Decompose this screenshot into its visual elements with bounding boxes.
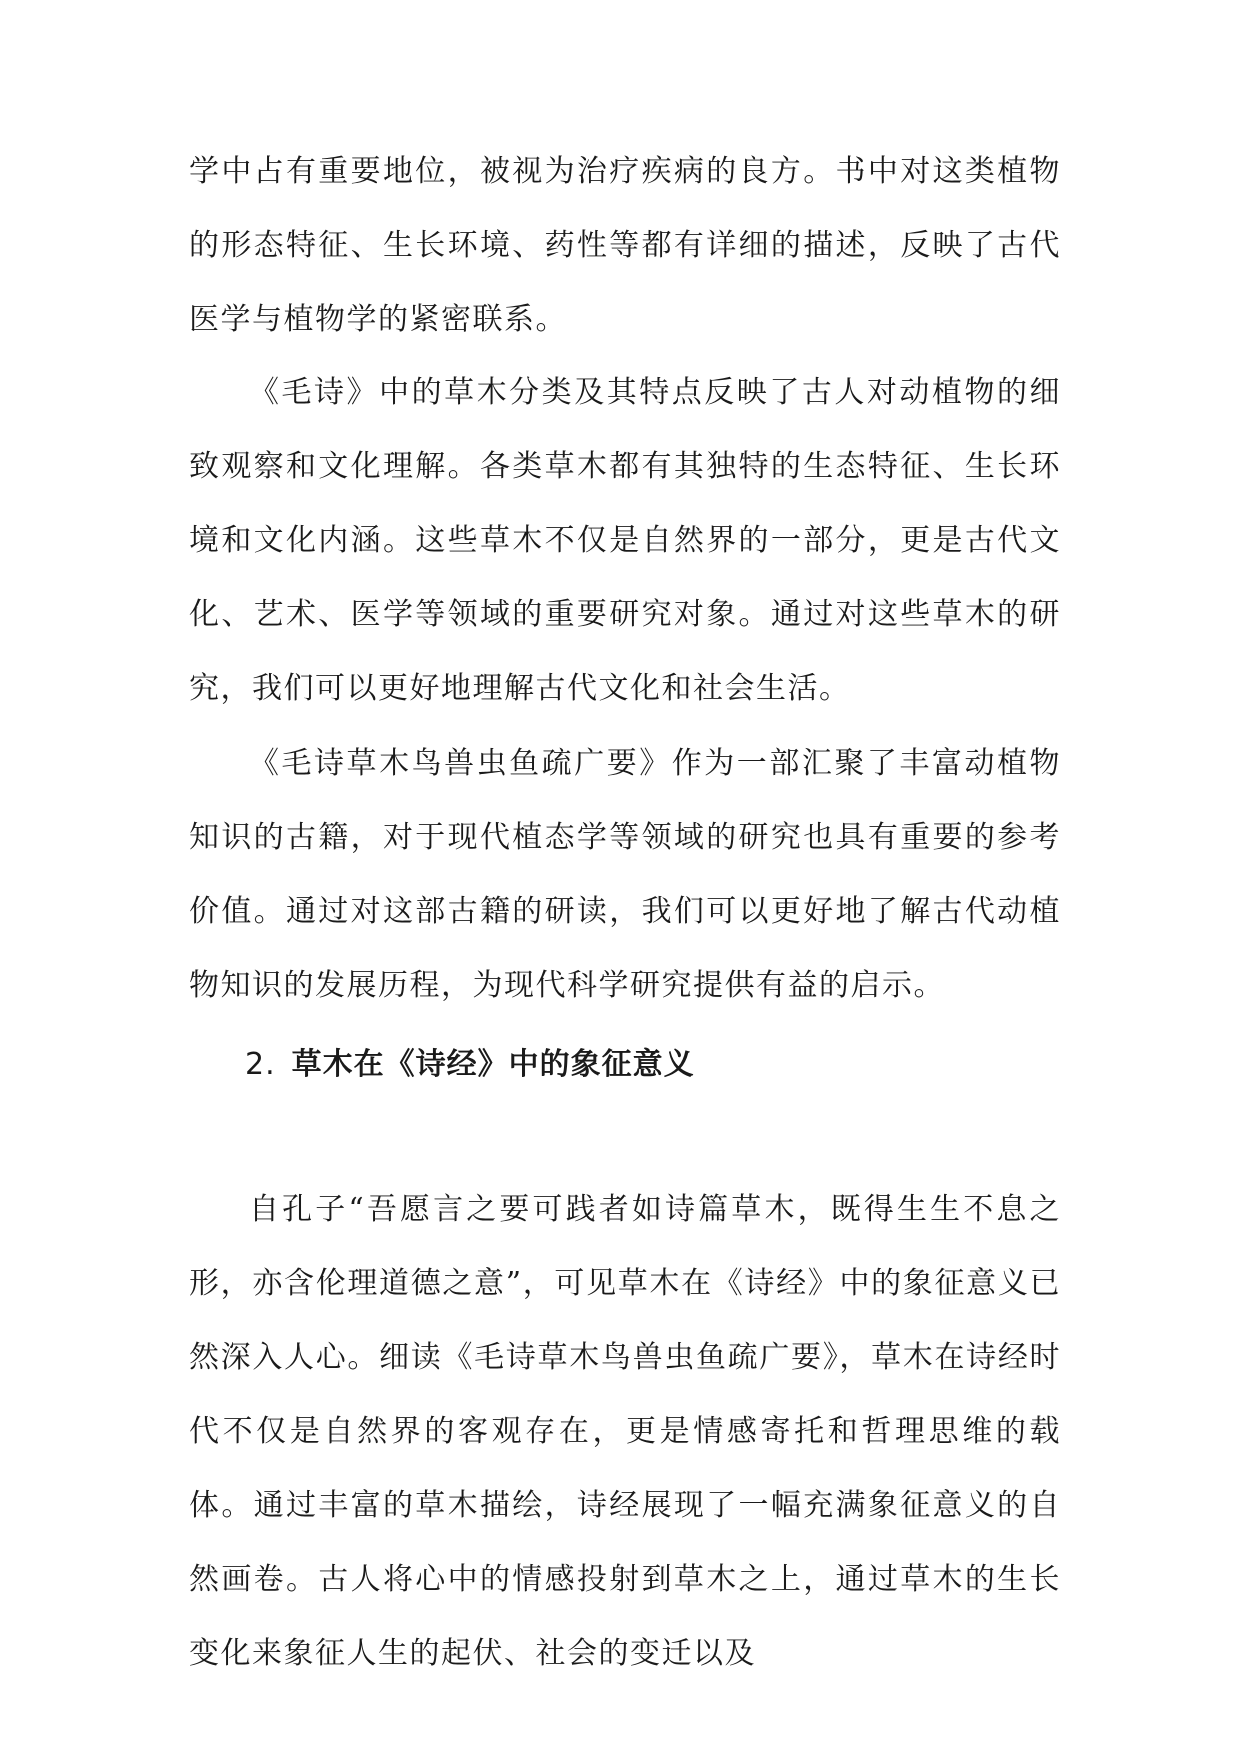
section-title: 草木在《诗经》中的象征意义 xyxy=(291,1047,695,1082)
paragraph-classification: 《毛诗》中的草木分类及其特点反映了古人对动植物的细致观察和文化理解。各类草木都有其独特的生态特征、生长环境和文化内涵。这些草木不仅是自然界的一部分，更是古代文化、艺术、医学等领域的重要研究对象。通过对这些草木的研究，我们可以更好地理解古代文化和社会生活。 xyxy=(189,375,1061,706)
section-heading xyxy=(245,1028,695,1102)
paragraph-reference-value: 《毛诗草木鸟兽虫鱼疏广要》作为一部汇聚了丰富动植物知识的古籍，对于现代植态学等领域的研究也具有重要的参考价值。通过对这部古籍的研读，我们可以更好地了解古代动植物知识的发展历程，为现代科学研究提供有益的启示。 xyxy=(189,746,1061,1003)
paragraph-symbolism: 自孔子“吾愿言之要可践者如诗篇草木，既得生生不息之形，亦含伦理道德之意”，可见草木在《诗经》中的象征意义已然深入人心。细读《毛诗草木鸟兽虫鱼疏广要》，草木在诗经时代不仅是自然界的客观存在，更是情感寄托和哲理思维的载体。通过丰富的草木描绘，诗经展现了一幅充满象征意义的自然画卷。古人将心中的情感投射到草木之上，通过草木的生长变化来象征人生的起伏、社会的变迁以及 xyxy=(189,1192,1061,1671)
paragraph-continued: 学中占有重要地位，被视为治疗疾病的良方。书中对这类植物的形态特征、生长环境、药性等都有详细的描述，反映了古代医学与植物学的紧密联系。 xyxy=(189,154,1061,337)
section-number: 2. xyxy=(245,1047,276,1082)
